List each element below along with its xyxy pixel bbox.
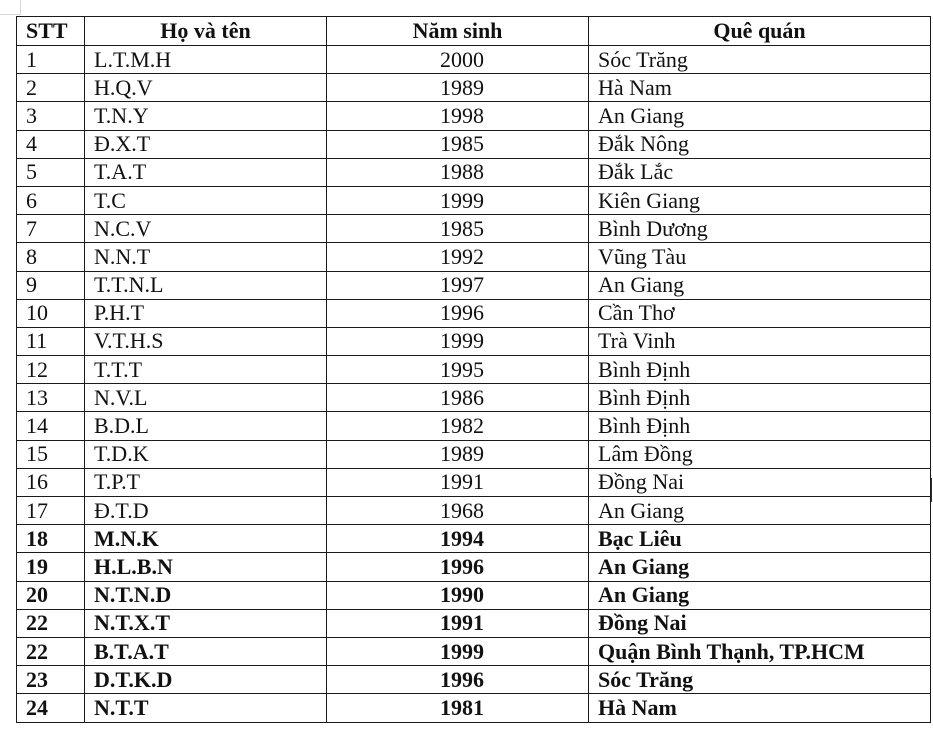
cell-hometown: An Giang [589, 271, 931, 299]
table-row [17, 666, 931, 694]
cell-hometown: Đắk Nông [589, 130, 931, 158]
cell-year: 1998 [327, 102, 589, 130]
cell-name: B.D.L [85, 412, 327, 440]
cell-name: H.L.B.N [85, 553, 327, 581]
member-table [16, 16, 931, 723]
cell-hometown: An Giang [589, 553, 931, 581]
cell-hometown: Cần Thơ [589, 299, 931, 327]
cell-name: T.P.T [85, 468, 327, 496]
cell-year: 1992 [327, 243, 589, 271]
cell-name: D.T.K.D [85, 666, 327, 694]
table-row [17, 327, 931, 355]
cell-name: N.T.T [85, 694, 327, 722]
header-name: Họ và tên [85, 17, 327, 46]
cell-hometown: Quận Bình Thạnh, TP.HCM [589, 637, 931, 665]
cell-stt: 15 [17, 440, 85, 468]
table-body [17, 46, 931, 723]
cell-year: 1989 [327, 74, 589, 102]
cell-hometown: Sóc Trăng [589, 666, 931, 694]
cell-stt: 19 [17, 553, 85, 581]
cell-name: N.T.N.D [85, 581, 327, 609]
cell-hometown: Vũng Tàu [589, 243, 931, 271]
table-row [17, 468, 931, 496]
cell-name: T.A.T [85, 158, 327, 186]
cell-name: L.T.M.H [85, 46, 327, 74]
cell-year: 1999 [327, 186, 589, 214]
cell-year: 1985 [327, 215, 589, 243]
cell-hometown: Hà Nam [589, 694, 931, 722]
cell-year: 1986 [327, 384, 589, 412]
table-row [17, 74, 931, 102]
cell-year: 1996 [327, 299, 589, 327]
cell-name: T.D.K [85, 440, 327, 468]
cell-hometown: Đắk Lắc [589, 158, 931, 186]
cell-year: 1991 [327, 468, 589, 496]
cell-stt: 12 [17, 356, 85, 384]
table-row [17, 609, 931, 637]
cell-stt: 14 [17, 412, 85, 440]
cell-year: 1999 [327, 327, 589, 355]
table-row [17, 356, 931, 384]
cell-year: 1994 [327, 525, 589, 553]
cell-stt: 24 [17, 694, 85, 722]
cell-name: N.C.V [85, 215, 327, 243]
cell-stt: 2 [17, 74, 85, 102]
cell-hometown: Sóc Trăng [589, 46, 931, 74]
cell-stt: 9 [17, 271, 85, 299]
cell-year: 1988 [327, 158, 589, 186]
cell-stt: 20 [17, 581, 85, 609]
cell-hometown: Bình Dương [589, 215, 931, 243]
cell-stt: 17 [17, 497, 85, 525]
cell-name: V.T.H.S [85, 327, 327, 355]
header-year: Năm sinh [327, 17, 589, 46]
table-row [17, 637, 931, 665]
cell-name: T.T.T [85, 356, 327, 384]
header-stt: STT [17, 17, 85, 46]
cell-name: T.T.N.L [85, 271, 327, 299]
cell-name: Đ.X.T [85, 130, 327, 158]
cell-name: B.T.A.T [85, 637, 327, 665]
cell-hometown: An Giang [589, 497, 931, 525]
page-corner-marker [0, 0, 21, 15]
cell-hometown: Trà Vinh [589, 327, 931, 355]
cell-hometown: Bạc Liêu [589, 525, 931, 553]
table-row [17, 243, 931, 271]
cell-hometown: Bình Định [589, 412, 931, 440]
cell-hometown: Bình Định [589, 356, 931, 384]
cell-name: N.T.X.T [85, 609, 327, 637]
cell-stt: 7 [17, 215, 85, 243]
table-row [17, 158, 931, 186]
table-row [17, 581, 931, 609]
cell-stt: 11 [17, 327, 85, 355]
cell-year: 1997 [327, 271, 589, 299]
cell-hometown: Hà Nam [589, 74, 931, 102]
table-header-row [17, 17, 931, 46]
cell-name: T.C [85, 186, 327, 214]
cell-stt: 3 [17, 102, 85, 130]
table-row [17, 299, 931, 327]
cell-year: 1990 [327, 581, 589, 609]
cell-year: 1981 [327, 694, 589, 722]
table-row [17, 46, 931, 74]
table-row [17, 384, 931, 412]
cell-year: 1989 [327, 440, 589, 468]
table-row [17, 440, 931, 468]
cell-year: 2000 [327, 46, 589, 74]
cell-year: 1985 [327, 130, 589, 158]
cell-stt: 22 [17, 637, 85, 665]
cell-hometown: Đồng Nai [589, 468, 931, 496]
cell-stt: 1 [17, 46, 85, 74]
cell-name: P.H.T [85, 299, 327, 327]
table-row [17, 412, 931, 440]
cell-year: 1991 [327, 609, 589, 637]
cell-stt: 5 [17, 158, 85, 186]
table-row [17, 102, 931, 130]
cell-stt: 18 [17, 525, 85, 553]
cell-stt: 10 [17, 299, 85, 327]
cell-year: 1968 [327, 497, 589, 525]
cell-year: 1999 [327, 637, 589, 665]
cell-stt: 8 [17, 243, 85, 271]
cell-name: T.N.Y [85, 102, 327, 130]
table-row [17, 553, 931, 581]
cell-year: 1996 [327, 553, 589, 581]
cell-hometown: Kiên Giang [589, 186, 931, 214]
cell-stt: 16 [17, 468, 85, 496]
table-row [17, 525, 931, 553]
cell-stt: 22 [17, 609, 85, 637]
table-row [17, 186, 931, 214]
table-row [17, 130, 931, 158]
cell-hometown: Bình Định [589, 384, 931, 412]
cell-stt: 23 [17, 666, 85, 694]
cell-stt: 4 [17, 130, 85, 158]
cell-name: M.N.K [85, 525, 327, 553]
cell-stt: 6 [17, 186, 85, 214]
cell-hometown: Lâm Đồng [589, 440, 931, 468]
cell-year: 1995 [327, 356, 589, 384]
cell-name: N.N.T [85, 243, 327, 271]
table-row [17, 271, 931, 299]
cell-year: 1996 [327, 666, 589, 694]
cell-hometown: Đồng Nai [589, 609, 931, 637]
cell-name: Đ.T.D [85, 497, 327, 525]
cell-hometown: An Giang [589, 102, 931, 130]
table-row [17, 497, 931, 525]
cell-hometown: An Giang [589, 581, 931, 609]
cell-name: H.Q.V [85, 74, 327, 102]
cell-year: 1982 [327, 412, 589, 440]
cell-stt: 13 [17, 384, 85, 412]
table-row [17, 694, 931, 722]
table-row [17, 215, 931, 243]
header-hometown: Quê quán [589, 17, 931, 46]
cell-name: N.V.L [85, 384, 327, 412]
